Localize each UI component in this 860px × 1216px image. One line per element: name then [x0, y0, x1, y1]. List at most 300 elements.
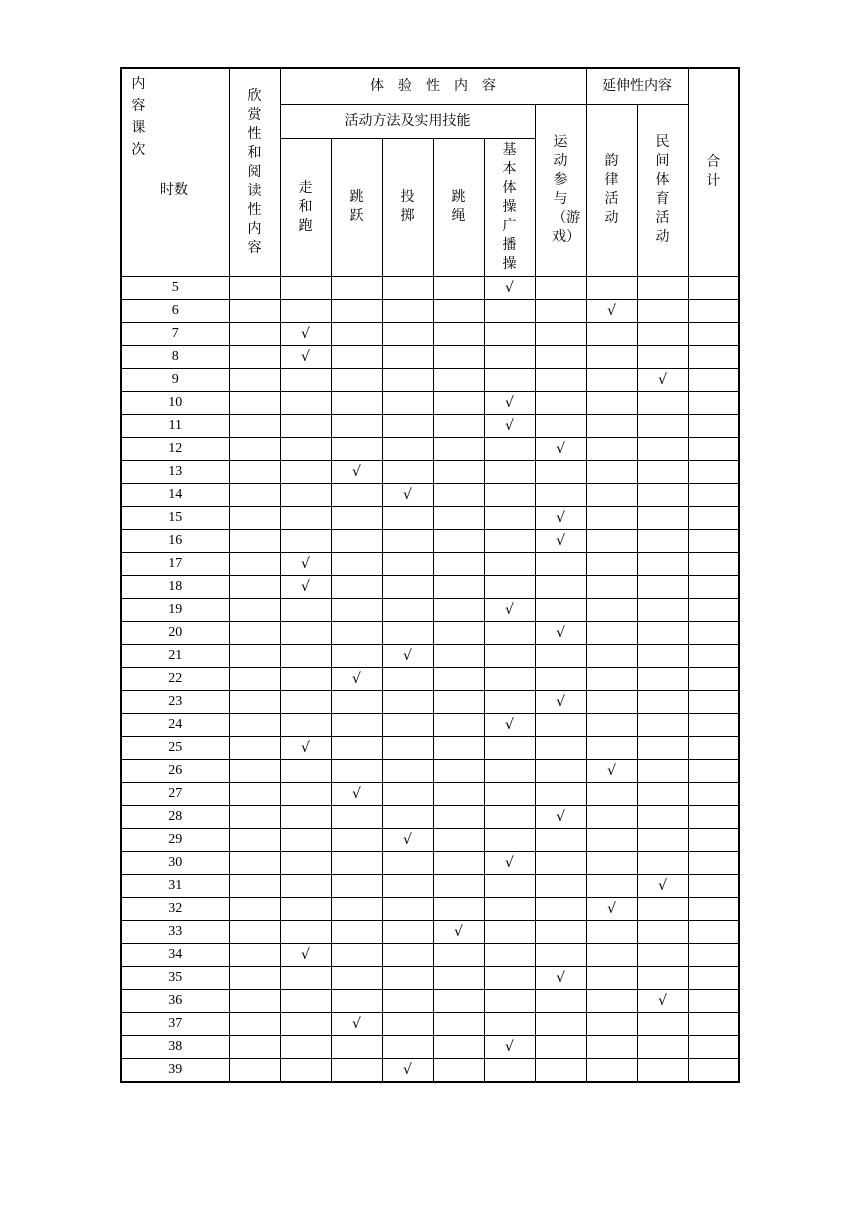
empty-cell [280, 483, 331, 506]
check-mark-cell: √ [280, 943, 331, 966]
empty-cell [586, 460, 637, 483]
empty-cell [382, 782, 433, 805]
lesson-number-cell: 10 [121, 391, 229, 414]
empty-cell [484, 828, 535, 851]
empty-cell [586, 552, 637, 575]
check-mark-cell: √ [280, 322, 331, 345]
table-row [121, 828, 739, 851]
check-mark-cell: √ [535, 966, 586, 989]
empty-cell [688, 1058, 739, 1082]
lesson-number-cell: 23 [121, 690, 229, 713]
table-row [121, 1012, 739, 1035]
check-mark-cell: √ [484, 713, 535, 736]
table-row [121, 1058, 739, 1082]
empty-cell [586, 598, 637, 621]
lesson-number-cell: 12 [121, 437, 229, 460]
empty-cell [586, 828, 637, 851]
lesson-number-cell: 36 [121, 989, 229, 1012]
check-mark-cell: √ [433, 920, 484, 943]
empty-cell [637, 943, 688, 966]
empty-cell [586, 667, 637, 690]
empty-cell [484, 690, 535, 713]
check-mark-cell: √ [484, 851, 535, 874]
empty-cell [331, 736, 382, 759]
empty-cell [586, 851, 637, 874]
empty-cell [382, 368, 433, 391]
empty-cell [535, 851, 586, 874]
empty-cell [433, 529, 484, 552]
empty-cell [331, 851, 382, 874]
empty-cell [280, 920, 331, 943]
check-mark-cell: √ [586, 897, 637, 920]
empty-cell [535, 1058, 586, 1082]
lesson-number-cell: 17 [121, 552, 229, 575]
lesson-number-cell: 29 [121, 828, 229, 851]
empty-cell [229, 874, 280, 897]
empty-cell [535, 920, 586, 943]
empty-cell [331, 552, 382, 575]
empty-cell [688, 391, 739, 414]
table-row [121, 943, 739, 966]
empty-cell [637, 966, 688, 989]
empty-cell [688, 759, 739, 782]
empty-cell [484, 368, 535, 391]
empty-cell [280, 460, 331, 483]
empty-cell [280, 782, 331, 805]
empty-cell [229, 621, 280, 644]
empty-cell [331, 943, 382, 966]
table-row [121, 667, 739, 690]
empty-cell [484, 575, 535, 598]
empty-cell [535, 1012, 586, 1035]
check-mark-cell: √ [484, 391, 535, 414]
empty-cell [637, 414, 688, 437]
empty-cell [484, 805, 535, 828]
empty-cell [382, 598, 433, 621]
empty-cell [331, 713, 382, 736]
empty-cell [331, 920, 382, 943]
empty-cell [688, 989, 739, 1012]
empty-cell [688, 1012, 739, 1035]
empty-cell [280, 828, 331, 851]
check-mark-cell: √ [586, 759, 637, 782]
empty-cell [280, 598, 331, 621]
table-row [121, 874, 739, 897]
empty-cell [535, 483, 586, 506]
check-mark-cell: √ [484, 276, 535, 299]
check-mark-cell: √ [637, 368, 688, 391]
empty-cell [688, 690, 739, 713]
empty-cell [433, 368, 484, 391]
lesson-number-cell: 18 [121, 575, 229, 598]
jump-header [331, 138, 382, 276]
table-row [121, 345, 739, 368]
empty-cell [280, 759, 331, 782]
empty-cell [433, 598, 484, 621]
empty-cell [586, 966, 637, 989]
empty-cell [484, 506, 535, 529]
empty-cell [331, 299, 382, 322]
empty-cell [382, 989, 433, 1012]
empty-cell [331, 322, 382, 345]
empty-cell [586, 874, 637, 897]
empty-cell [637, 506, 688, 529]
empty-cell [637, 713, 688, 736]
empty-cell [535, 644, 586, 667]
empty-cell [229, 299, 280, 322]
empty-cell [688, 644, 739, 667]
empty-cell [688, 552, 739, 575]
empty-cell [382, 713, 433, 736]
empty-cell [382, 529, 433, 552]
empty-cell [433, 828, 484, 851]
empty-cell [688, 736, 739, 759]
check-mark-cell: √ [382, 1058, 433, 1082]
empty-cell [331, 368, 382, 391]
empty-cell [535, 414, 586, 437]
lesson-number-cell: 32 [121, 897, 229, 920]
empty-cell [229, 897, 280, 920]
empty-cell [331, 483, 382, 506]
empty-cell [535, 782, 586, 805]
appreciation-label: 欣赏性和阅读性内容 [247, 87, 262, 256]
empty-cell [586, 1012, 637, 1035]
empty-cell [637, 575, 688, 598]
empty-cell [586, 713, 637, 736]
empty-cell [280, 1012, 331, 1035]
table-row [121, 644, 739, 667]
check-mark-cell: √ [535, 506, 586, 529]
empty-cell [433, 989, 484, 1012]
experiential-header: 体 验 性 内 容 [280, 68, 586, 104]
empty-cell [688, 897, 739, 920]
sports-header [535, 104, 586, 276]
empty-cell [280, 299, 331, 322]
lesson-number-cell: 38 [121, 1035, 229, 1058]
empty-cell [331, 437, 382, 460]
check-mark-cell: √ [280, 552, 331, 575]
empty-cell [433, 621, 484, 644]
empty-cell [280, 874, 331, 897]
empty-cell [688, 943, 739, 966]
empty-cell [433, 391, 484, 414]
empty-cell [637, 690, 688, 713]
empty-cell [484, 966, 535, 989]
empty-cell [688, 322, 739, 345]
total-label: 合计 [706, 154, 721, 190]
empty-cell [637, 345, 688, 368]
table-row [121, 966, 739, 989]
lesson-number-cell: 34 [121, 943, 229, 966]
table-row [121, 368, 739, 391]
empty-cell [280, 667, 331, 690]
empty-cell [484, 460, 535, 483]
empty-cell [229, 805, 280, 828]
gymnastics-label: 基本体操广播操 [502, 141, 517, 272]
empty-cell [229, 759, 280, 782]
empty-cell [331, 897, 382, 920]
check-mark-cell: √ [637, 874, 688, 897]
empty-cell [229, 782, 280, 805]
lesson-number-cell: 6 [121, 299, 229, 322]
throw-header [382, 138, 433, 276]
lesson-number-cell: 22 [121, 667, 229, 690]
empty-cell [637, 667, 688, 690]
check-mark-cell: √ [331, 1012, 382, 1035]
empty-cell [280, 897, 331, 920]
empty-cell [688, 460, 739, 483]
empty-cell [433, 299, 484, 322]
corner-header-cell [121, 68, 229, 276]
empty-cell [229, 943, 280, 966]
empty-cell [433, 506, 484, 529]
empty-cell [229, 276, 280, 299]
empty-cell [331, 575, 382, 598]
empty-cell [586, 736, 637, 759]
table-row [121, 506, 739, 529]
walk-run-header [280, 138, 331, 276]
empty-cell [637, 782, 688, 805]
table-row [121, 989, 739, 1012]
empty-cell [229, 690, 280, 713]
empty-cell [382, 506, 433, 529]
empty-cell [688, 920, 739, 943]
empty-cell [382, 460, 433, 483]
empty-cell [331, 1058, 382, 1082]
empty-cell [637, 483, 688, 506]
empty-cell [637, 529, 688, 552]
table-row [121, 391, 739, 414]
empty-cell [637, 897, 688, 920]
empty-cell [484, 736, 535, 759]
empty-cell [535, 299, 586, 322]
table-row [121, 920, 739, 943]
empty-cell [586, 575, 637, 598]
empty-cell [229, 966, 280, 989]
lesson-number-cell: 27 [121, 782, 229, 805]
empty-cell [688, 851, 739, 874]
empty-cell [229, 460, 280, 483]
empty-cell [688, 276, 739, 299]
empty-cell [280, 851, 331, 874]
empty-cell [535, 345, 586, 368]
empty-cell [637, 322, 688, 345]
empty-cell [433, 1035, 484, 1058]
empty-cell [484, 1012, 535, 1035]
empty-cell [586, 920, 637, 943]
empty-cell [484, 552, 535, 575]
empty-cell [433, 851, 484, 874]
empty-cell [535, 874, 586, 897]
empty-cell [229, 552, 280, 575]
empty-cell [229, 345, 280, 368]
empty-cell [280, 713, 331, 736]
check-mark-cell: √ [280, 345, 331, 368]
empty-cell [280, 368, 331, 391]
lesson-number-cell: 37 [121, 1012, 229, 1035]
empty-cell [586, 529, 637, 552]
empty-cell [229, 713, 280, 736]
empty-cell [637, 391, 688, 414]
empty-cell [637, 437, 688, 460]
check-mark-cell: √ [586, 299, 637, 322]
check-mark-cell: √ [331, 782, 382, 805]
empty-cell [535, 1035, 586, 1058]
empty-cell [382, 805, 433, 828]
empty-cell [688, 782, 739, 805]
lesson-number-cell: 9 [121, 368, 229, 391]
empty-cell [382, 322, 433, 345]
empty-cell [229, 920, 280, 943]
empty-cell [688, 828, 739, 851]
empty-cell [229, 506, 280, 529]
empty-cell [433, 460, 484, 483]
empty-cell [229, 1035, 280, 1058]
empty-cell [535, 713, 586, 736]
lesson-number-cell: 25 [121, 736, 229, 759]
check-mark-cell: √ [637, 989, 688, 1012]
empty-cell [280, 621, 331, 644]
lesson-number-cell: 15 [121, 506, 229, 529]
empty-cell [382, 1012, 433, 1035]
empty-cell [433, 736, 484, 759]
empty-cell [484, 897, 535, 920]
check-mark-cell: √ [382, 828, 433, 851]
empty-cell [229, 989, 280, 1012]
empty-cell [688, 598, 739, 621]
empty-cell [688, 483, 739, 506]
empty-cell [586, 506, 637, 529]
empty-cell [535, 460, 586, 483]
table-row [121, 736, 739, 759]
lesson-number-cell: 14 [121, 483, 229, 506]
lesson-number-cell: 7 [121, 322, 229, 345]
lesson-number-cell: 5 [121, 276, 229, 299]
empty-cell [535, 598, 586, 621]
empty-cell [280, 276, 331, 299]
empty-cell [637, 644, 688, 667]
table-row [121, 1035, 739, 1058]
table-row [121, 460, 739, 483]
empty-cell [331, 529, 382, 552]
check-mark-cell: √ [535, 621, 586, 644]
empty-cell [586, 989, 637, 1012]
table-row [121, 759, 739, 782]
throw-label: 投掷 [400, 189, 415, 224]
empty-cell [637, 276, 688, 299]
empty-cell [484, 920, 535, 943]
empty-cell [433, 713, 484, 736]
empty-cell [484, 759, 535, 782]
empty-cell [586, 690, 637, 713]
empty-cell [586, 276, 637, 299]
lesson-number-cell: 19 [121, 598, 229, 621]
empty-cell [535, 276, 586, 299]
empty-cell [280, 1035, 331, 1058]
empty-cell [229, 368, 280, 391]
empty-cell [331, 345, 382, 368]
check-mark-cell: √ [280, 736, 331, 759]
check-mark-cell: √ [484, 414, 535, 437]
check-mark-cell: √ [535, 690, 586, 713]
empty-cell [280, 437, 331, 460]
rope-label: 跳绳 [451, 189, 466, 224]
empty-cell [637, 1012, 688, 1035]
empty-cell [688, 667, 739, 690]
empty-cell [331, 414, 382, 437]
table-row [121, 621, 739, 644]
empty-cell [484, 322, 535, 345]
empty-cell [586, 943, 637, 966]
table-row [121, 483, 739, 506]
empty-cell [433, 667, 484, 690]
empty-cell [280, 690, 331, 713]
lesson-number-cell: 13 [121, 460, 229, 483]
table-row [121, 414, 739, 437]
check-mark-cell: √ [382, 483, 433, 506]
empty-cell [484, 644, 535, 667]
table-row [121, 276, 739, 299]
folk-label: 民间体育活动 [655, 134, 670, 245]
lesson-content-table [120, 67, 740, 1083]
empty-cell [433, 345, 484, 368]
empty-cell [280, 1058, 331, 1082]
empty-cell [637, 598, 688, 621]
table-row [121, 805, 739, 828]
empty-cell [637, 851, 688, 874]
empty-cell [586, 368, 637, 391]
empty-cell [586, 414, 637, 437]
empty-cell [229, 828, 280, 851]
empty-cell [586, 644, 637, 667]
empty-cell [535, 667, 586, 690]
lesson-number-cell: 31 [121, 874, 229, 897]
empty-cell [637, 1058, 688, 1082]
empty-cell [484, 299, 535, 322]
empty-cell [331, 621, 382, 644]
rhythm-label: 韵律活动 [604, 153, 619, 226]
empty-cell [688, 1035, 739, 1058]
rhythm-header [586, 104, 637, 276]
empty-cell [382, 391, 433, 414]
folk-header [637, 104, 688, 276]
empty-cell [637, 552, 688, 575]
lesson-number-cell: 39 [121, 1058, 229, 1082]
empty-cell [280, 506, 331, 529]
empty-cell [382, 966, 433, 989]
empty-cell [433, 690, 484, 713]
lesson-number-cell: 33 [121, 920, 229, 943]
table-row [121, 322, 739, 345]
empty-cell [688, 966, 739, 989]
empty-cell [433, 644, 484, 667]
empty-cell [484, 483, 535, 506]
empty-cell [535, 759, 586, 782]
empty-cell [229, 414, 280, 437]
empty-cell [331, 276, 382, 299]
empty-cell [382, 299, 433, 322]
empty-cell [382, 414, 433, 437]
empty-cell [688, 506, 739, 529]
empty-cell [535, 391, 586, 414]
lesson-number-cell: 20 [121, 621, 229, 644]
empty-cell [382, 667, 433, 690]
empty-cell [637, 736, 688, 759]
jump-label: 跳跃 [349, 189, 364, 224]
lesson-number-cell: 8 [121, 345, 229, 368]
lesson-number-cell: 24 [121, 713, 229, 736]
empty-cell [484, 345, 535, 368]
